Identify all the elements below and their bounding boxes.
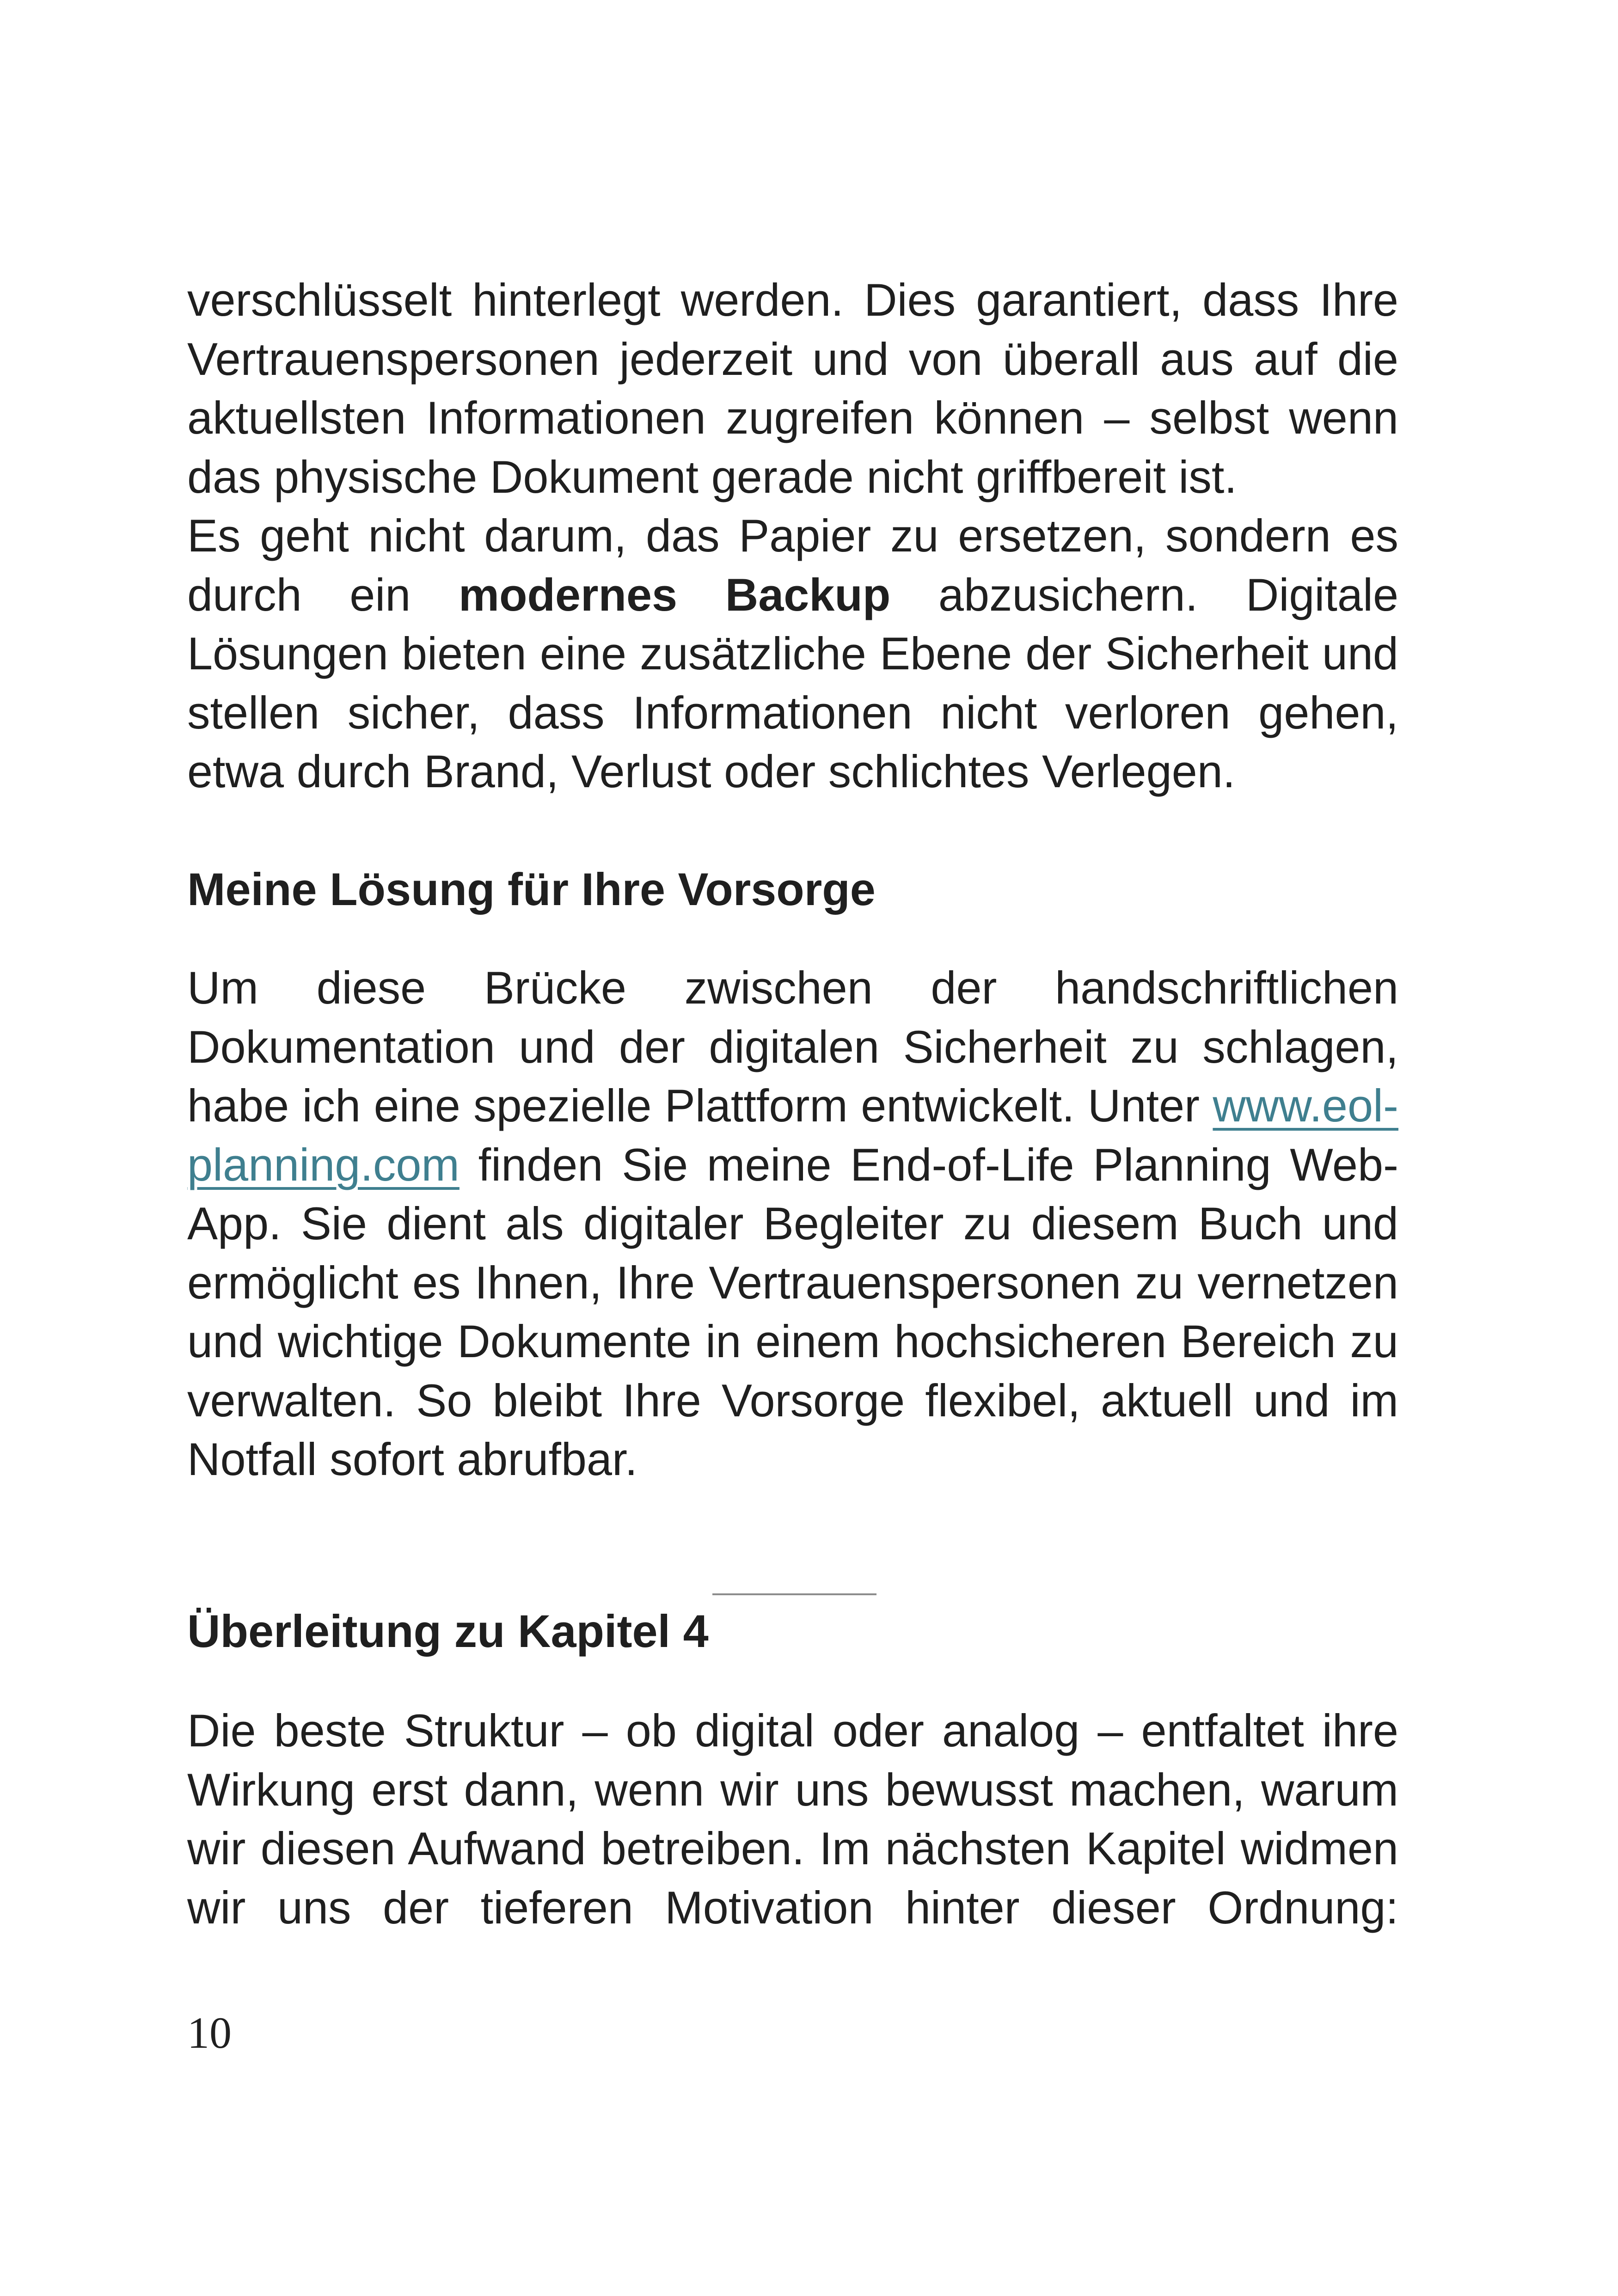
loesung-text-after: finden Sie meine End-of-Life Planning Web-App. Sie dient als digitaler Begleiter zu diesem Buch und ermöglicht es Ihnen, Ihre Vertrauenspersonen zu vernetzen und wichtige Dokumente in einem hochsicheren Bereich zu verwalten. So bleibt Ihre Vorsorge flexibel, aktuell und im Notfall sofort abrufbar. (187, 1139, 1398, 1485)
intro-paragraph-1-text: verschlüsselt hinterlegt werden. Dies garantiert, dass Ihre Vertrauenspersonen jederzeit und von überall aus auf die aktuellsten Informationen zugreifen können – selbst wenn das physische Dokument gerade nicht griffbereit ist. (187, 274, 1398, 502)
loesung-text-before: Um diese Brücke zwischen der handschriftlichen Dokumentation und der digitalen Sicherheit zu schlagen, habe ich eine spezielle Plattform entwickelt. Unter (187, 962, 1398, 1131)
intro-paragraph-2-text-before: Es geht nicht darum, das Papier zu ersetzen, sondern es durch ein (187, 510, 1398, 620)
modernes-backup-emphasis: modernes Backup (458, 569, 891, 620)
kapitel-paragraph: Die beste Struktur – ob digital oder analog – entfaltet ihre Wirkung erst dann, wenn wir uns bewusst machen, warum wir diesen Aufwand betreiben. Im nächsten Kapitel widmen wir uns der tieferen Motivation hinter dieser Ordnung: (187, 1705, 1398, 1933)
intro-paragraph-2-text-after: abzusichern. Digitale Lösungen bieten eine zusätzliche Ebene der Sicherheit und stellen sicher, dass Informationen nicht verloren gehen, etwa durch Brand, Verlust oder schlichtes Verlegen. (187, 569, 1398, 797)
page-number: 10 (187, 2008, 232, 2057)
section-heading-kapitel-4: Überleitung zu Kapitel 4 (187, 1605, 709, 1657)
loesung-paragraph (187, 958, 1398, 1489)
intro-paragraphs (187, 270, 1398, 801)
eol-planning-link[interactable]: www.eol-planning.com (187, 1080, 1398, 1190)
section-divider (712, 1593, 876, 1595)
intro-paragraph-1 (187, 270, 1398, 506)
intro-paragraph-2 (187, 506, 1398, 801)
section-heading-loesung: Meine Lösung für Ihre Vorsorge (187, 863, 876, 915)
